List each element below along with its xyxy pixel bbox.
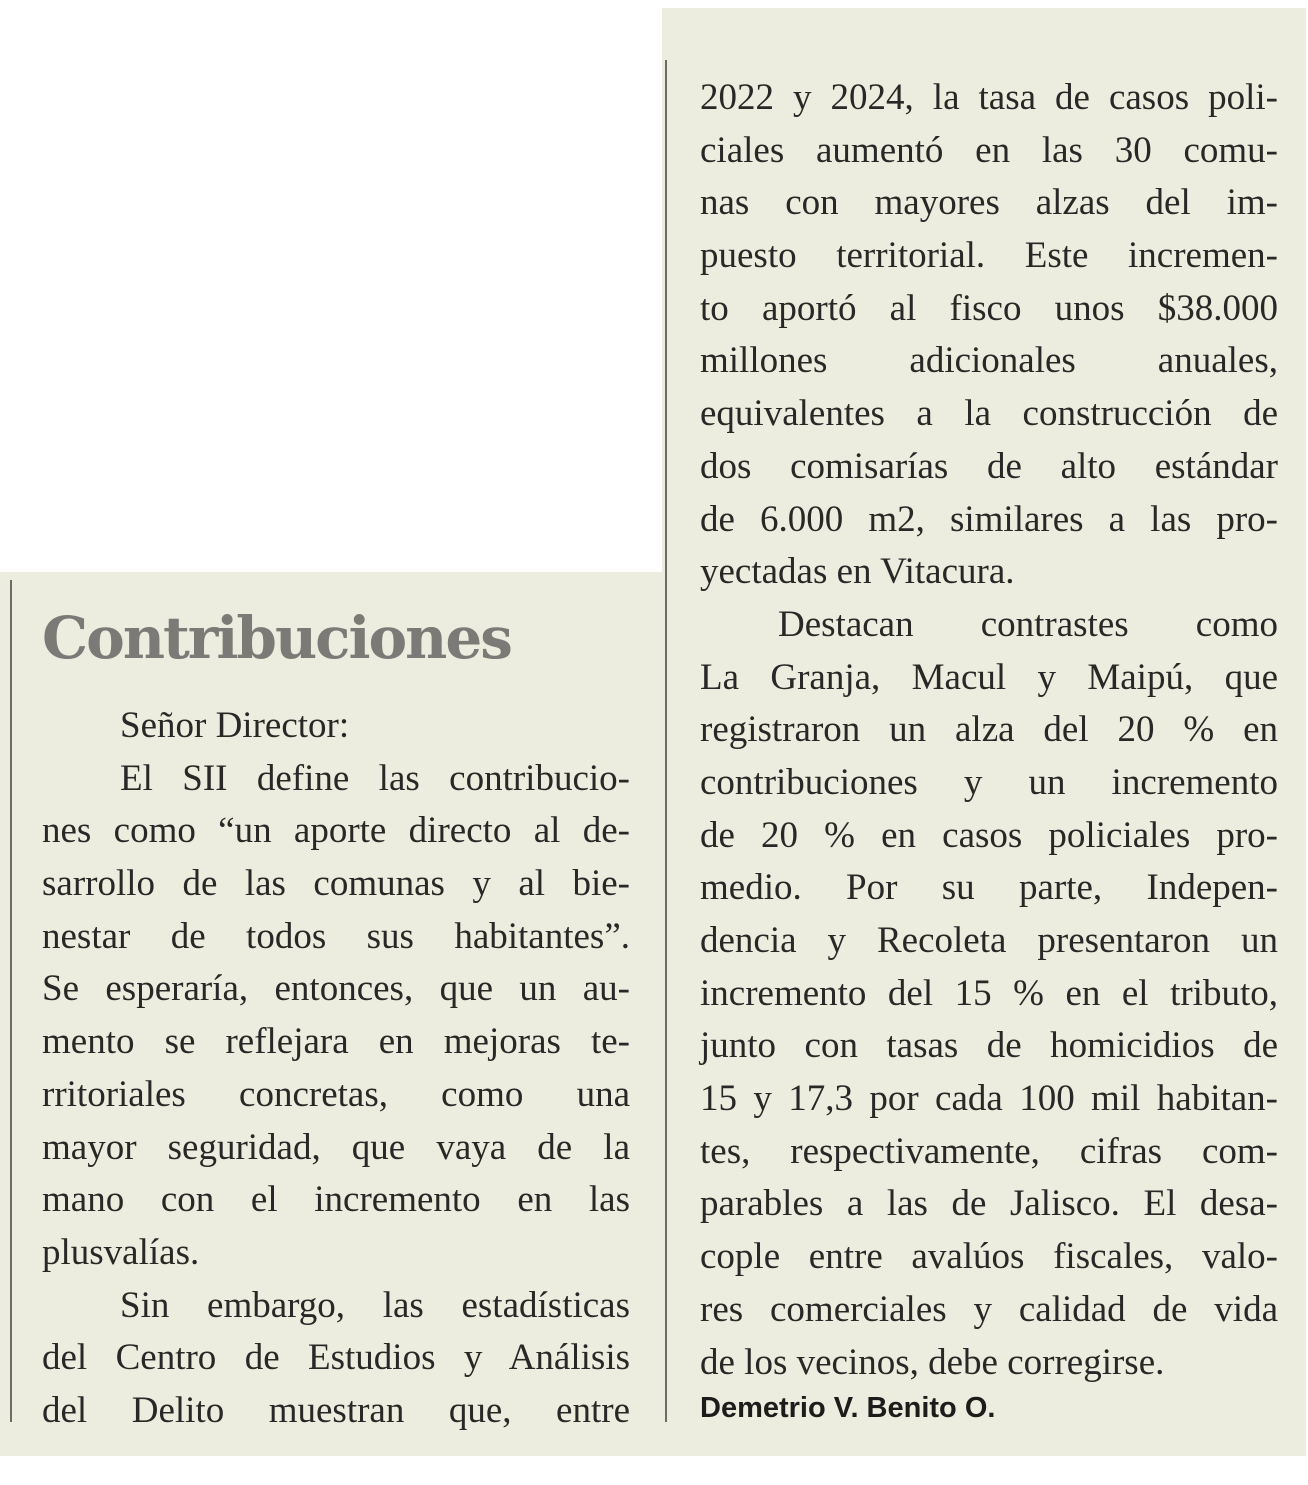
- text-line: rritoriales concretas, como una: [42, 1073, 630, 1115]
- text-line: cople entre avalúos fiscales, valo-: [700, 1236, 1278, 1278]
- text-line: Se esperaría, entonces, que un au-: [42, 968, 630, 1010]
- text-line: 15 y 17,3 por cada 100 mil habitan-: [700, 1078, 1278, 1120]
- text-line: nes como “un aporte directo al de-: [42, 810, 630, 852]
- text-line: de 6.000 m2, similares a las pro-: [700, 498, 1278, 540]
- text-line: mayor seguridad, que vaya de la: [42, 1126, 630, 1168]
- text-line: incremento del 15 % en el tributo,: [700, 972, 1278, 1014]
- text-line: mano con el incremento en las: [42, 1179, 630, 1221]
- right-text-column: [700, 72, 1278, 1389]
- text-line: contribuciones y un incremento: [700, 761, 1278, 803]
- text-line: registraron un alza del 20 % en: [700, 709, 1278, 751]
- text-line: junto con tasas de homicidios de: [700, 1025, 1278, 1067]
- text-line: millones adicionales anuales,: [700, 340, 1278, 382]
- text-line: dos comisarías de alto estándar: [700, 445, 1278, 487]
- text-line: Destacan contrastes como: [778, 603, 1278, 645]
- text-line: equivalentes a la construcción de: [700, 393, 1278, 435]
- text-line: sarrollo de las comunas y al bie-: [42, 863, 630, 905]
- text-line: medio. Por su parte, Indepen-: [700, 867, 1278, 909]
- text-line: plusvalías.: [42, 1231, 200, 1273]
- text-line: tes, respectivamente, cifras com-: [700, 1130, 1278, 1172]
- text-line: La Granja, Macul y Maipú, que: [700, 656, 1278, 698]
- text-line: El SII define las contribucio-: [120, 757, 630, 799]
- text-line: de 20 % en casos policiales pro-: [700, 814, 1278, 856]
- text-line: nas con mayores alzas del im-: [700, 182, 1278, 224]
- text-line: dencia y Recoleta presentaron un: [700, 920, 1278, 961]
- text-line: puesto territorial. Este incremen-: [700, 235, 1278, 277]
- author-signature: Demetrio V. Benito O.: [700, 1392, 996, 1424]
- text-line: nestar de todos sus habitantes”.: [42, 915, 630, 957]
- text-line: del Delito muestran que, entre: [42, 1389, 630, 1431]
- text-line: to aportó al fisco unos $38.000: [700, 287, 1278, 329]
- text-line: Señor Director:: [120, 705, 350, 746]
- text-line: mento se reflejara en mejoras te-: [42, 1021, 630, 1063]
- text-line: del Centro de Estudios y Análisis: [42, 1337, 630, 1379]
- text-line: de los vecinos, debe corregirse.: [700, 1341, 1165, 1383]
- text-line: parables a las de Jalisco. El desa-: [700, 1183, 1278, 1225]
- text-line: res comerciales y calidad de vida: [700, 1288, 1278, 1330]
- left-column-rule: [10, 580, 12, 1422]
- text-line: Sin embargo, las estadísticas: [120, 1284, 630, 1326]
- article-headline: Contribuciones: [42, 604, 511, 672]
- text-line: yectadas en Vitacura.: [700, 551, 1015, 593]
- text-line: ciales aumentó en las 30 comu-: [700, 129, 1278, 171]
- left-text-column: [42, 700, 630, 1438]
- column-divider-rule: [665, 60, 667, 1422]
- text-line: 2022 y 2024, la tasa de casos poli-: [700, 77, 1278, 118]
